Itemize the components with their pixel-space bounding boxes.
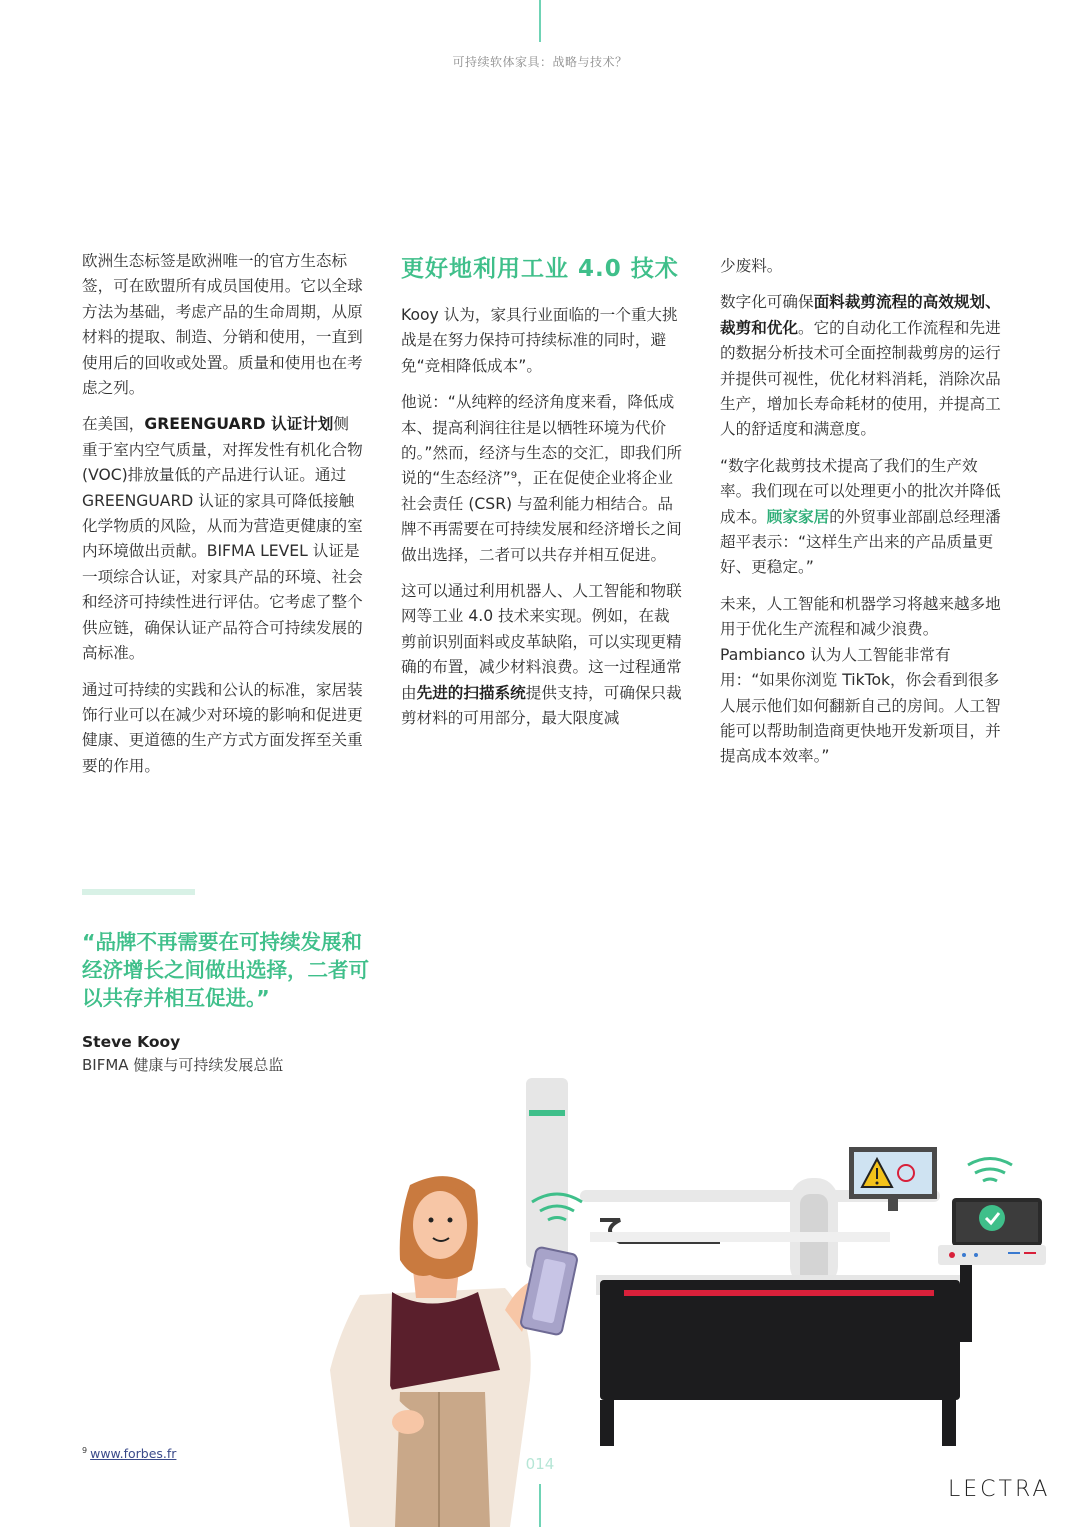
- cutter-table: [596, 1242, 972, 1446]
- text-run: 在美国，: [82, 415, 145, 434]
- text-run: 。它的自动化工作流程和先进的数据分析技术可全面控制裁剪房的运行并提供可视性，优化材料消耗，消除次品生产，增加长寿命耗材的使用，并提高工人的舒适度和满意度。: [720, 318, 1001, 439]
- text-run: 的外贸事业部副总经理潘超平表示：“这样生产出来的产品质量更好、更稳定。”: [720, 507, 1001, 577]
- machine-exhaust-pipe: [526, 1078, 568, 1268]
- body-paragraph: [720, 254, 1002, 279]
- emphasis-text: GREENGUARD 认证计划: [144, 415, 334, 434]
- body-paragraph: [401, 390, 683, 568]
- control-panel: [938, 1198, 1046, 1265]
- body-paragraph: [720, 454, 1002, 581]
- page-number: 014: [525, 1455, 555, 1473]
- text-run: 数字化可确保: [720, 293, 814, 312]
- body-paragraph: [720, 290, 1002, 442]
- body-paragraph: [82, 249, 364, 401]
- emphasis-text: 先进的扫描系统: [416, 683, 526, 702]
- text-run: 通过可持续的实践和公认的标准，家居装饰行业可以在减少对环境的影响和促进更健康、更道德的生产方式方面发挥至关重要的作用。: [82, 680, 363, 775]
- body-paragraph: [401, 579, 683, 731]
- text-run: “数字化裁剪技术提高了我们的生产效率。我们现在可以处理更小的批次并降低成本。: [720, 456, 1001, 526]
- bottom-divider-line: [539, 1484, 541, 1527]
- quote-author: Steve Kooy: [82, 1033, 181, 1051]
- company-link[interactable]: 顾家家居: [766, 507, 830, 526]
- text-run: 侧重于室内空气质量，对挥发性有机化合物(VOC)排放量低的产品进行认证。通过 GREENGUARD 认证的家具可降低接触化学物质的风险，从而为营造更健康的室内环境做出贡献。BIFMA LEVEL 认证是一项综合认证，对家具产品的环境、社会和经济可持续性进行评估。它考虑了整个供应链，确保认证产品符合可持续发展的高标准。: [82, 415, 363, 663]
- body-paragraph: [720, 592, 1002, 770]
- body-paragraph: [82, 678, 364, 780]
- worker-figure: [330, 1176, 555, 1527]
- text-column-1: [82, 249, 364, 790]
- top-divider-line: [539, 0, 541, 42]
- pull-quote: “品牌不再需要在可持续发展和经济增长之间做出选择，二者可以共存并相互促进。”: [82, 930, 369, 1010]
- body-paragraph: [401, 303, 683, 379]
- text-run: 这可以通过利用机器人、人工智能和物联网等工业 4.0 技术来实现。例如，在裁剪前识别面料或皮革缺陷，可以实现更精确的布置，减少材料浪费。这一过程通常由: [401, 582, 682, 702]
- lectra-logo: LECTRA: [948, 1477, 1051, 1502]
- footnote-marker: 9: [82, 1446, 88, 1455]
- text-run: 欧洲生态标签是欧洲唯一的官方生态标签，可在欧盟所有成员国使用。它以全球方法为基础，考虑产品的生命周期，从原材料的提取、制造、分销和使用，一直到使用后的回收或处置。质量和使用也在考虑之列。: [82, 252, 363, 398]
- text-column-3: [720, 254, 1002, 781]
- quote-author-role: BIFMA 健康与可持续发展总监: [82, 1056, 284, 1074]
- text-column-2: [401, 254, 683, 743]
- text-run: 提供支持，可确保只裁剪材料的可用部分，最大限度减: [401, 683, 682, 728]
- text-run: 未来，人工智能和机器学习将越来越多地用于优化生产流程和减少浪费。Pambianco 认为人工智能非常有用：“如果你浏览 TikTok，你会看到很多人展示他们如何翻新自己的房间。人工智能可以帮助制造商更快地开发新项目，并提高成本效率。”: [720, 594, 1001, 766]
- running-header: 可持续软体家具：战略与技术？: [452, 55, 628, 69]
- wifi-icon: [968, 1159, 1012, 1182]
- text-run: 他说：“从纯粹的经济角度来看，降低成本、提高利润往往是以牺牲环境为代价的。”然而，经济与生态的交汇，即我们所说的“生态经济”⁹，正在促使企业将企业社会责任 (CSR) 与盈利能力相结合。品牌不再需要在可持续发展和经济增长之间做出选择，二者可以共存并相互促进。: [401, 393, 682, 564]
- footnote-link[interactable]: www.forbes.fr: [90, 1446, 177, 1462]
- body-paragraph: [82, 412, 364, 666]
- text-run: 少废料。: [720, 257, 783, 275]
- quote-accent-bar: [82, 889, 195, 895]
- checkmark-icon: [979, 1205, 1005, 1231]
- emphasis-text: 面料裁剪流程的高效规划、裁剪和优化: [720, 293, 1001, 337]
- section-heading: 更好地利用工业 4.0 技术: [401, 256, 679, 282]
- text-run: Kooy 认为，家具行业面临的一个重大挑战是在努力保持可持续标准的同时，避免“竞相降低成本”。: [401, 306, 678, 375]
